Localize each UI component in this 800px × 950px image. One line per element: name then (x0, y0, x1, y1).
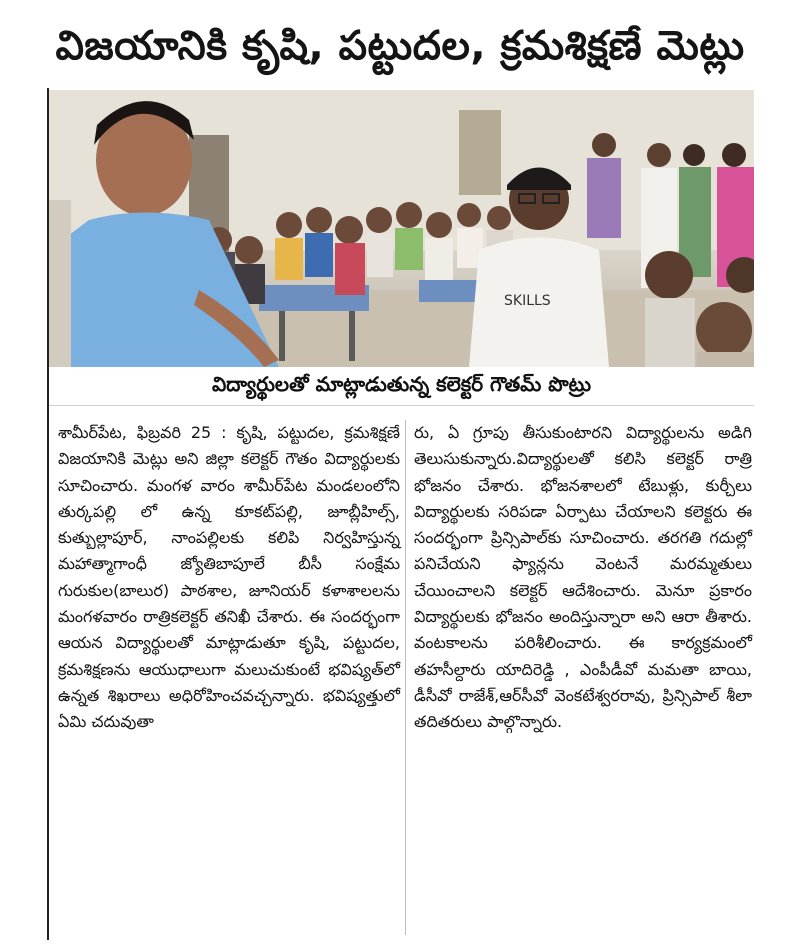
photo-caption: విద్యార్థులతో మాట్లాడుతున్న కలెక్టర్ గౌతమ్ పొట్రు (49, 367, 754, 406)
news-photo (49, 90, 754, 367)
headline: విజయానికి కృషి, పట్టుదల, క్రమశిక్షణే మెట్లు (55, 23, 745, 69)
article-body-right: రు, ఏ గ్రూపు తీసుకుంటారని విద్యార్థులను అడిగి తెలుసుకున్నారు.విద్యార్థులతో కలిసి కలెక్టర్ రాత్రి భోజనం చేశారు. భోజనశాలలో టేబుళ్లు, కుర్చీలు విద్యార్థులకు సరిపడా ఏర్పాటు చేయాలని కలెక్టరు ఈ సందర్భంగా ప్రిన్సిపాల్‌కు సూచించారు. తరగతి గదుల్లో పనిచేయని ఫ్యాన్లను వెంటనే మరమ్మతులు చేయించాలని కలెక్టర్ ఆదేశించారు. మెనూ ప్రకారం విద్యార్థులకు భోజనం అందిస్తున్నారా అని ఆరా తీశారు. వంటకాలను పరిశీలించారు. ఈ కార్యక్రమంలో తహసీల్దారు యాదిరెడ్డి , ఎంపీడీవో మమతా బాయి, డీసీవో రాజేశ్,ఆర్‌సీవో వెంకటేశ్వరరావు, ప్రిన్సిపాల్ శీలా తదితరులు పాల్గొన్నారు. (414, 423, 752, 732)
article-column-right (414, 420, 752, 736)
article-body-left: కృషి, పట్టుదల, క్రమశిక్షణే విజయానికి మెట్లు అని జిల్లా కలెక్టర్ గౌతం విద్యార్థులకు సూచించారు. మంగళ వారం శామీర్‌పేట మండలంలోని తుర్కపల్లి లో ఉన్న కూకట్‌పల్లి, జూబ్లీహిల్స్, కుత్బుల్లాపూర్, నాంపల్లిలకు కలిపి నిర్వహిస్తున్న మహాత్మాగాంధీ జ్యోతిబాపూలే బీసీ సంక్షేమ గురుకుల(బాలుర) పాఠశాల, జూనియర్ కళాశాలలను మంగళవారం రాత్రికలెక్టర్ తనిఖీ చేశారు. ఈ సందర్భంగా ఆయన విద్యార్థులతో మాట్లాడుతూ కృషి, పట్టుదల, క్రమశిక్షణను ఆయుధాలుగా మలుచుకుంటే భవిష్యత్‌లో ఉన్నత శిఖరాలు అధిరోహించవచ్చన్నారు. భవిష్యత్తులో ఏమి చదువుతా (58, 423, 400, 732)
news-photo-illustration (49, 90, 754, 367)
article-dateline: శామీర్‌పేట, ఫిబ్రవరి 25 : (58, 423, 237, 442)
column-divider (405, 420, 406, 935)
article-column-left (58, 420, 400, 736)
svg-text:SKILLS: SKILLS (504, 293, 551, 309)
